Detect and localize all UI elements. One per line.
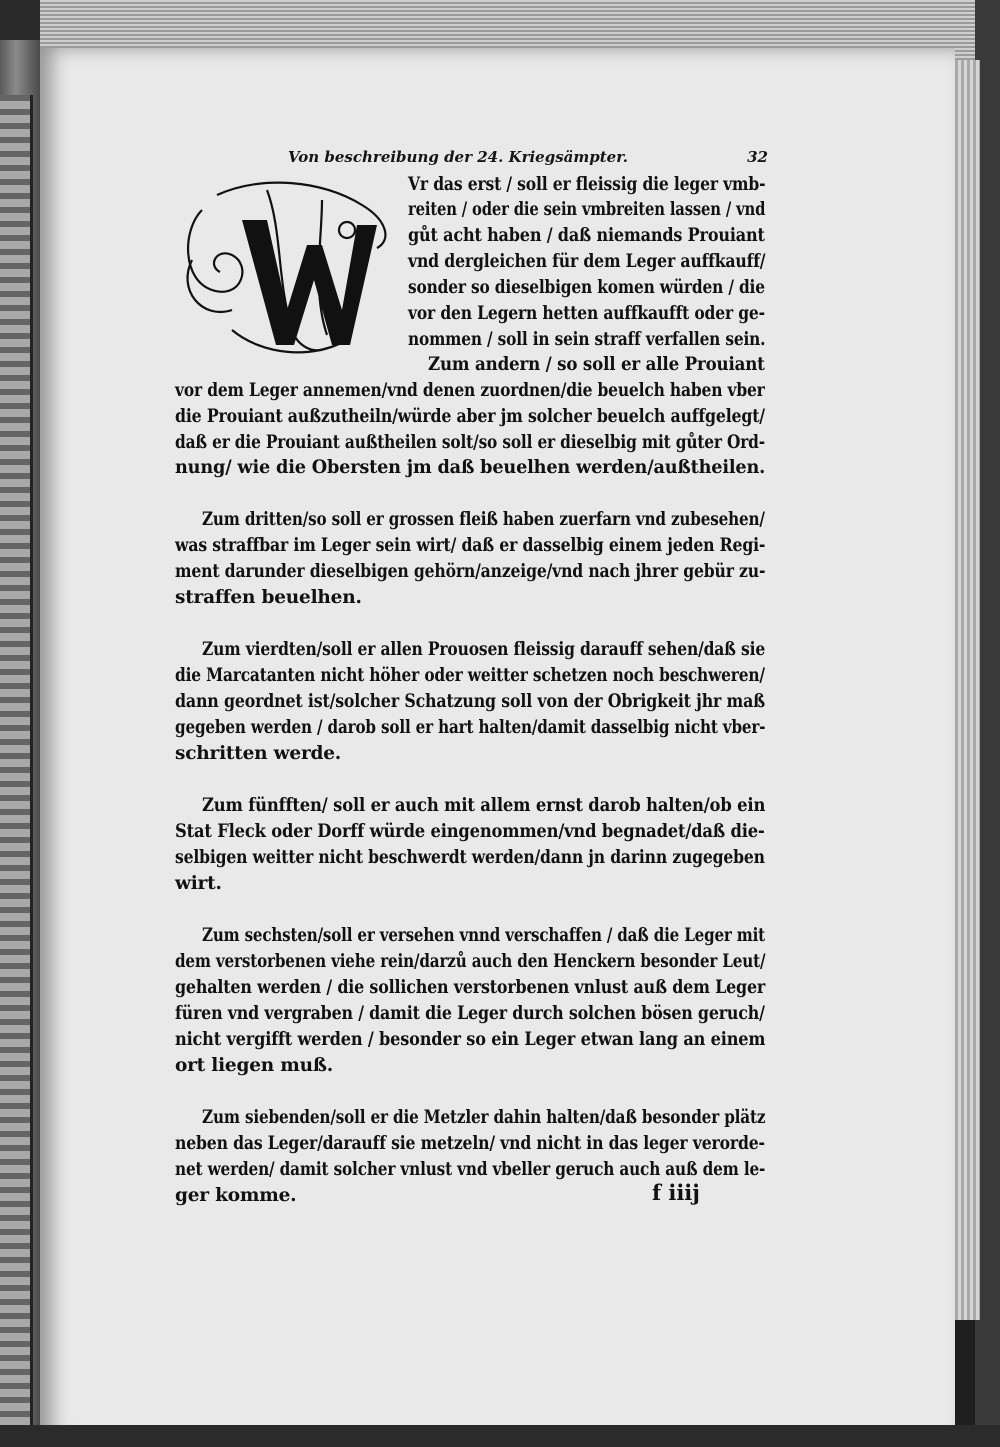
text-line: die Marcatanten nicht höher oder weitter schetzen noch beschweren/ (175, 665, 765, 686)
text-line: nommen / soll in sein straff verfallen sein. (408, 329, 766, 350)
text-line: straffen beuelhen. (175, 587, 362, 608)
text-line: vnd dergleichen für dem Leger auffkauff/ (408, 251, 766, 272)
text-line: gehalten werden / die sollichen verstorbenen vnlust auß dem Leger (175, 977, 766, 998)
text-line: Zum vierdten/soll er allen Prouosen fleissig darauff sehen/daß sie (202, 639, 766, 660)
text-line: ger komme. (175, 1185, 297, 1206)
decorated-initial (172, 170, 407, 365)
scan-background-bottom (0, 1425, 1000, 1447)
text-line: nicht vergifft werden / besonder so ein Leger etwan lang an einem (175, 1029, 766, 1050)
text-line: neben das Leger/darauff sie metzeln/ vnd nicht in das leger verorde- (175, 1133, 765, 1154)
text-line: daß er die Prouiant außtheilen solt/so soll er dieselbig mit gůter Ord- (175, 432, 765, 453)
text-line: Zum fünfften/ soll er auch mit allem ernst darob halten/ob ein (202, 795, 766, 816)
text-line: Zum dritten/so soll er grossen fleiß haben zuerfarn vnd zubesehen/ (202, 509, 765, 530)
text-line: Vr das erst / soll er fleissig die leger vmb- (408, 174, 766, 195)
text-line: Stat Fleck oder Dorff würde eingenommen/vnd begnadet/daß die- (175, 821, 765, 842)
text-line: ment darunder dieselbigen gehörn/anzeige/vnd nach jhrer gebür zu- (175, 561, 766, 582)
text-line: ort liegen muß. (175, 1055, 334, 1076)
text-line: selbigen weitter nicht beschwerdt werden/dann jn darinn zugegeben (175, 847, 765, 868)
text-line: wirt. (175, 873, 222, 894)
text-line: vor dem Leger annemen/vnd denen zuordnen/die beuelch haben vber (175, 380, 765, 401)
text-line: was straffbar im Leger sein wirt/ daß er dasselbig einem jeden Regi- (175, 535, 766, 556)
text-line: die Prouiant außzutheiln/würde aber jm solcher beuelch auffgelegt/ (175, 406, 765, 427)
initial-letter-shape (242, 220, 377, 345)
text-line: vor den Legern hetten auffkaufft oder ge- (408, 303, 765, 324)
text-line: dem verstorbenen viehe rein/darzů auch den Henckern besonder Leut/ (175, 951, 766, 972)
text-line: füren vnd vergraben / damit die Leger durch solchen bösen geruch/ (175, 1003, 765, 1024)
text-line: Zum siebenden/soll er die Metzler dahin halten/daß besonder plätz (202, 1107, 766, 1128)
text-line: reiten / oder die sein vmbreiten lassen / vnd (408, 199, 766, 220)
folio-number: 32 (747, 148, 768, 166)
text-line: dann geordnet ist/solcher Schatzung soll von der Obrigkeit jhr maß (175, 691, 766, 712)
text-line: Zum sechsten/soll er versehen vnnd verschaffen / daß die Leger mit (202, 925, 765, 946)
signature-mark: f iiij (652, 1180, 700, 1205)
running-header (288, 148, 768, 170)
text-line: net werden/ damit solcher vnlust vnd vbeller geruch auch auß dem le- (175, 1159, 766, 1180)
text-line: schritten werde. (175, 743, 342, 764)
text-line: gegeben werden / darob soll er hart halten/damit dasselbig nicht vber- (175, 717, 766, 738)
text-line: sonder so dieselbigen komen würden / die (408, 277, 765, 298)
text-line: gůt acht haben / daß niemands Prouiant (408, 225, 765, 246)
text-line: Zum andern / so soll er alle Prouiant (428, 354, 765, 375)
text-line: nung/ wie die Obersten jm daß beuelhen werden/außtheilen. (175, 457, 766, 478)
running-title: Von beschreibung der 24. Kriegsämpter. (288, 148, 628, 166)
facing-page-woodcut-border (0, 95, 33, 1425)
